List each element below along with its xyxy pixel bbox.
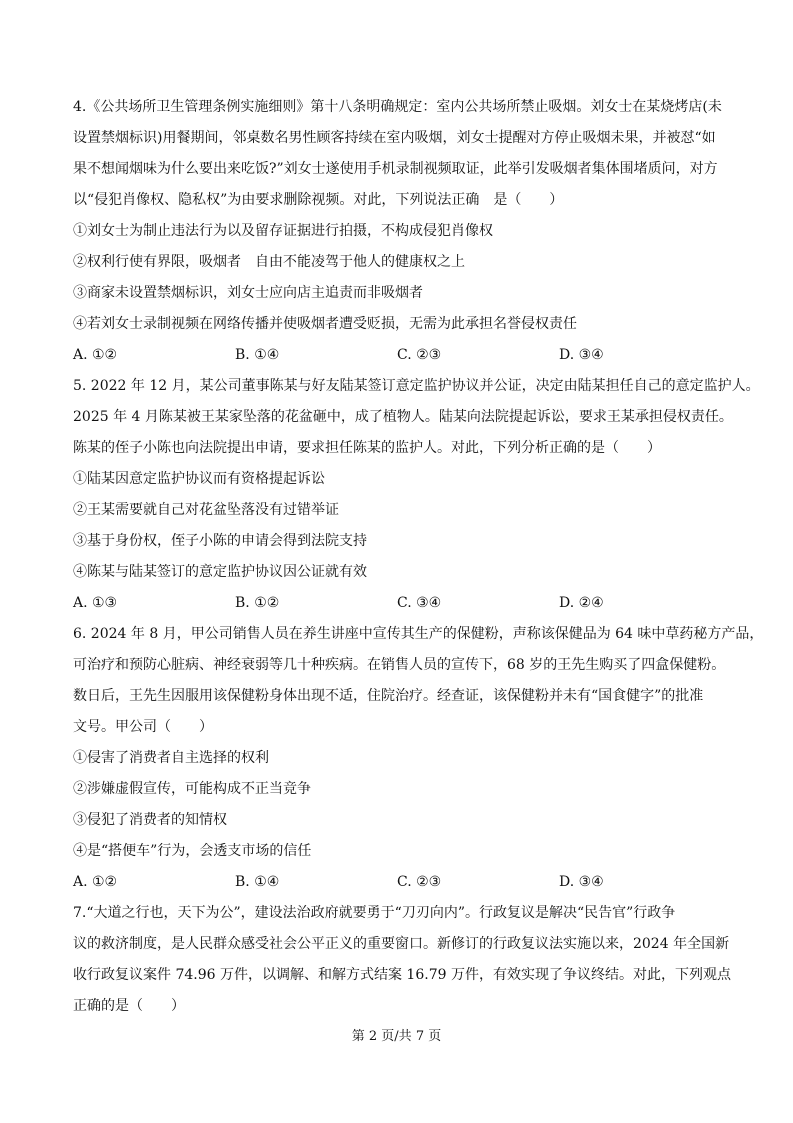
question-text-line: 5. 2022 年 12 月，某公司董事陈某与好友陆某签订意定监护协议并公证，决定由陆某担任自己的意定监护人。 (73, 378, 760, 394)
question-text-line: 7.“大道之行也，天下为公”，建设法治政府就要勇于“刀刃向内”。行政复议是解决“民告官”行政争 (73, 905, 676, 921)
question-4 (73, 96, 733, 375)
question-text-line: 设置禁烟标识)用餐期间，邻桌数名男性顾客持续在室内吸烟，刘女士提醒对方停止吸烟未果，并被怼“如 (73, 130, 716, 146)
statement-option: ④陈某与陆某签订的意定监护协议因公证就有效 (73, 564, 367, 580)
question-text-line: 果不想闻烟味为什么要出来吃饭?”刘女士遂使用手机录制视频取证，此举引发吸烟者集体围堵质问，对方 (73, 161, 718, 177)
question-text-line: 文号。甲公司（ ） (73, 719, 213, 735)
question-text-line: 可治疗和预防心脏病、神经衰弱等几十种疾病。在销售人员的宣传下，68 岁的王先生购买了四盒保健粉。 (73, 657, 726, 673)
statement-option: ③商家未设置禁烟标识，刘女士应向店主追责而非吸烟者 (73, 285, 423, 301)
question-5 (73, 375, 760, 623)
question-text-line: 收行政复议案件 74.96 万件，以调解、和解方式结案 16.79 万件，有效实现了争议终结。对此，下列观点 (73, 967, 731, 983)
statement-option: ①陆某因意定监护协议而有资格提起诉讼 (73, 471, 325, 487)
statement-option: ②涉嫌虚假宣传，可能构成不正当竞争 (73, 781, 311, 797)
statement-option: ③侵犯了消费者的知情权 (73, 812, 227, 828)
choice-c: C. ③④ (397, 595, 442, 611)
statement-option: ①刘女士为制止违法行为以及留存证据进行拍摄，不构成侵犯肖像权 (73, 223, 493, 239)
choice-a: A. ①② (73, 347, 118, 363)
statement-option: ③基于身份权，侄子小陈的申请会得到法院支持 (73, 533, 367, 549)
question-text-line: 陈某的侄子小陈也向法院提出申请，要求担任陈某的监护人。对此，下列分析正确的是（ ） (73, 440, 661, 456)
question-text-line: 数日后，王先生因服用该保健粉身体出现不适，住院治疗。经查证，该保健粉并未有“国食健字”的批准 (73, 688, 704, 704)
statement-option: ②权利行使有界限，吸烟者 自由不能凌驾于他人的健康权之上 (73, 254, 465, 270)
choice-a: A. ①③ (73, 595, 118, 611)
choice-c: C. ②③ (397, 347, 442, 363)
choice-b: B. ①④ (235, 874, 280, 890)
statement-option: ②王某需要就自己对花盆坠落没有过错举证 (73, 502, 339, 518)
choice-d: D. ②④ (559, 595, 604, 611)
choice-d: D. ③④ (559, 874, 604, 890)
question-text-line: 以“侵犯肖像权、隐私权”为由要求删除视频。对此，下列说法正确 是（ ） (73, 192, 564, 208)
choice-a: A. ①② (73, 874, 118, 890)
question-6 (73, 623, 764, 902)
question-text-line: 正确的是（ ） (73, 998, 185, 1014)
question-text-line: 6. 2024 年 8 月，甲公司销售人员在养生讲座中宣传其生产的保健粉，声称该保健品为 64 味中草药秘方产品， (73, 626, 764, 642)
question-text-line: 议的救济制度，是人民群众感受社会公平正义的重要窗口。新修订的行政复议法实施以来，2024 年全国新 (73, 936, 730, 952)
statement-option: ④若刘女士录制视频在网络传播并使吸烟者遭受贬损，无需为此承担名誉侵权责任 (73, 316, 577, 332)
page-footer: 第 2 页/共 7 页 (351, 1029, 442, 1044)
choice-c: C. ②③ (397, 874, 442, 890)
choice-d: D. ③④ (559, 347, 604, 363)
answer-choices (73, 871, 733, 902)
question-text-line: 2025 年 4 月陈某被王某家坠落的花盆砸中，成了植物人。陆某向法院提起诉讼，要求王某承担侵权责任。 (73, 409, 733, 425)
page-content (73, 96, 764, 1026)
statement-option: ①侵害了消费者自主选择的权利 (73, 750, 269, 766)
question-7 (73, 902, 733, 1026)
choice-b: B. ①④ (235, 347, 280, 363)
statement-option: ④是“搭便车”行为，会透支市场的信任 (73, 843, 312, 859)
choice-b: B. ①② (235, 595, 280, 611)
answer-choices (73, 592, 733, 623)
question-text-line: 4.《公共场所卫生管理条例实施细则》第十八条明确规定：室内公共场所禁止吸烟。刘女士在某烧烤店(未 (73, 99, 722, 115)
answer-choices (73, 344, 733, 375)
